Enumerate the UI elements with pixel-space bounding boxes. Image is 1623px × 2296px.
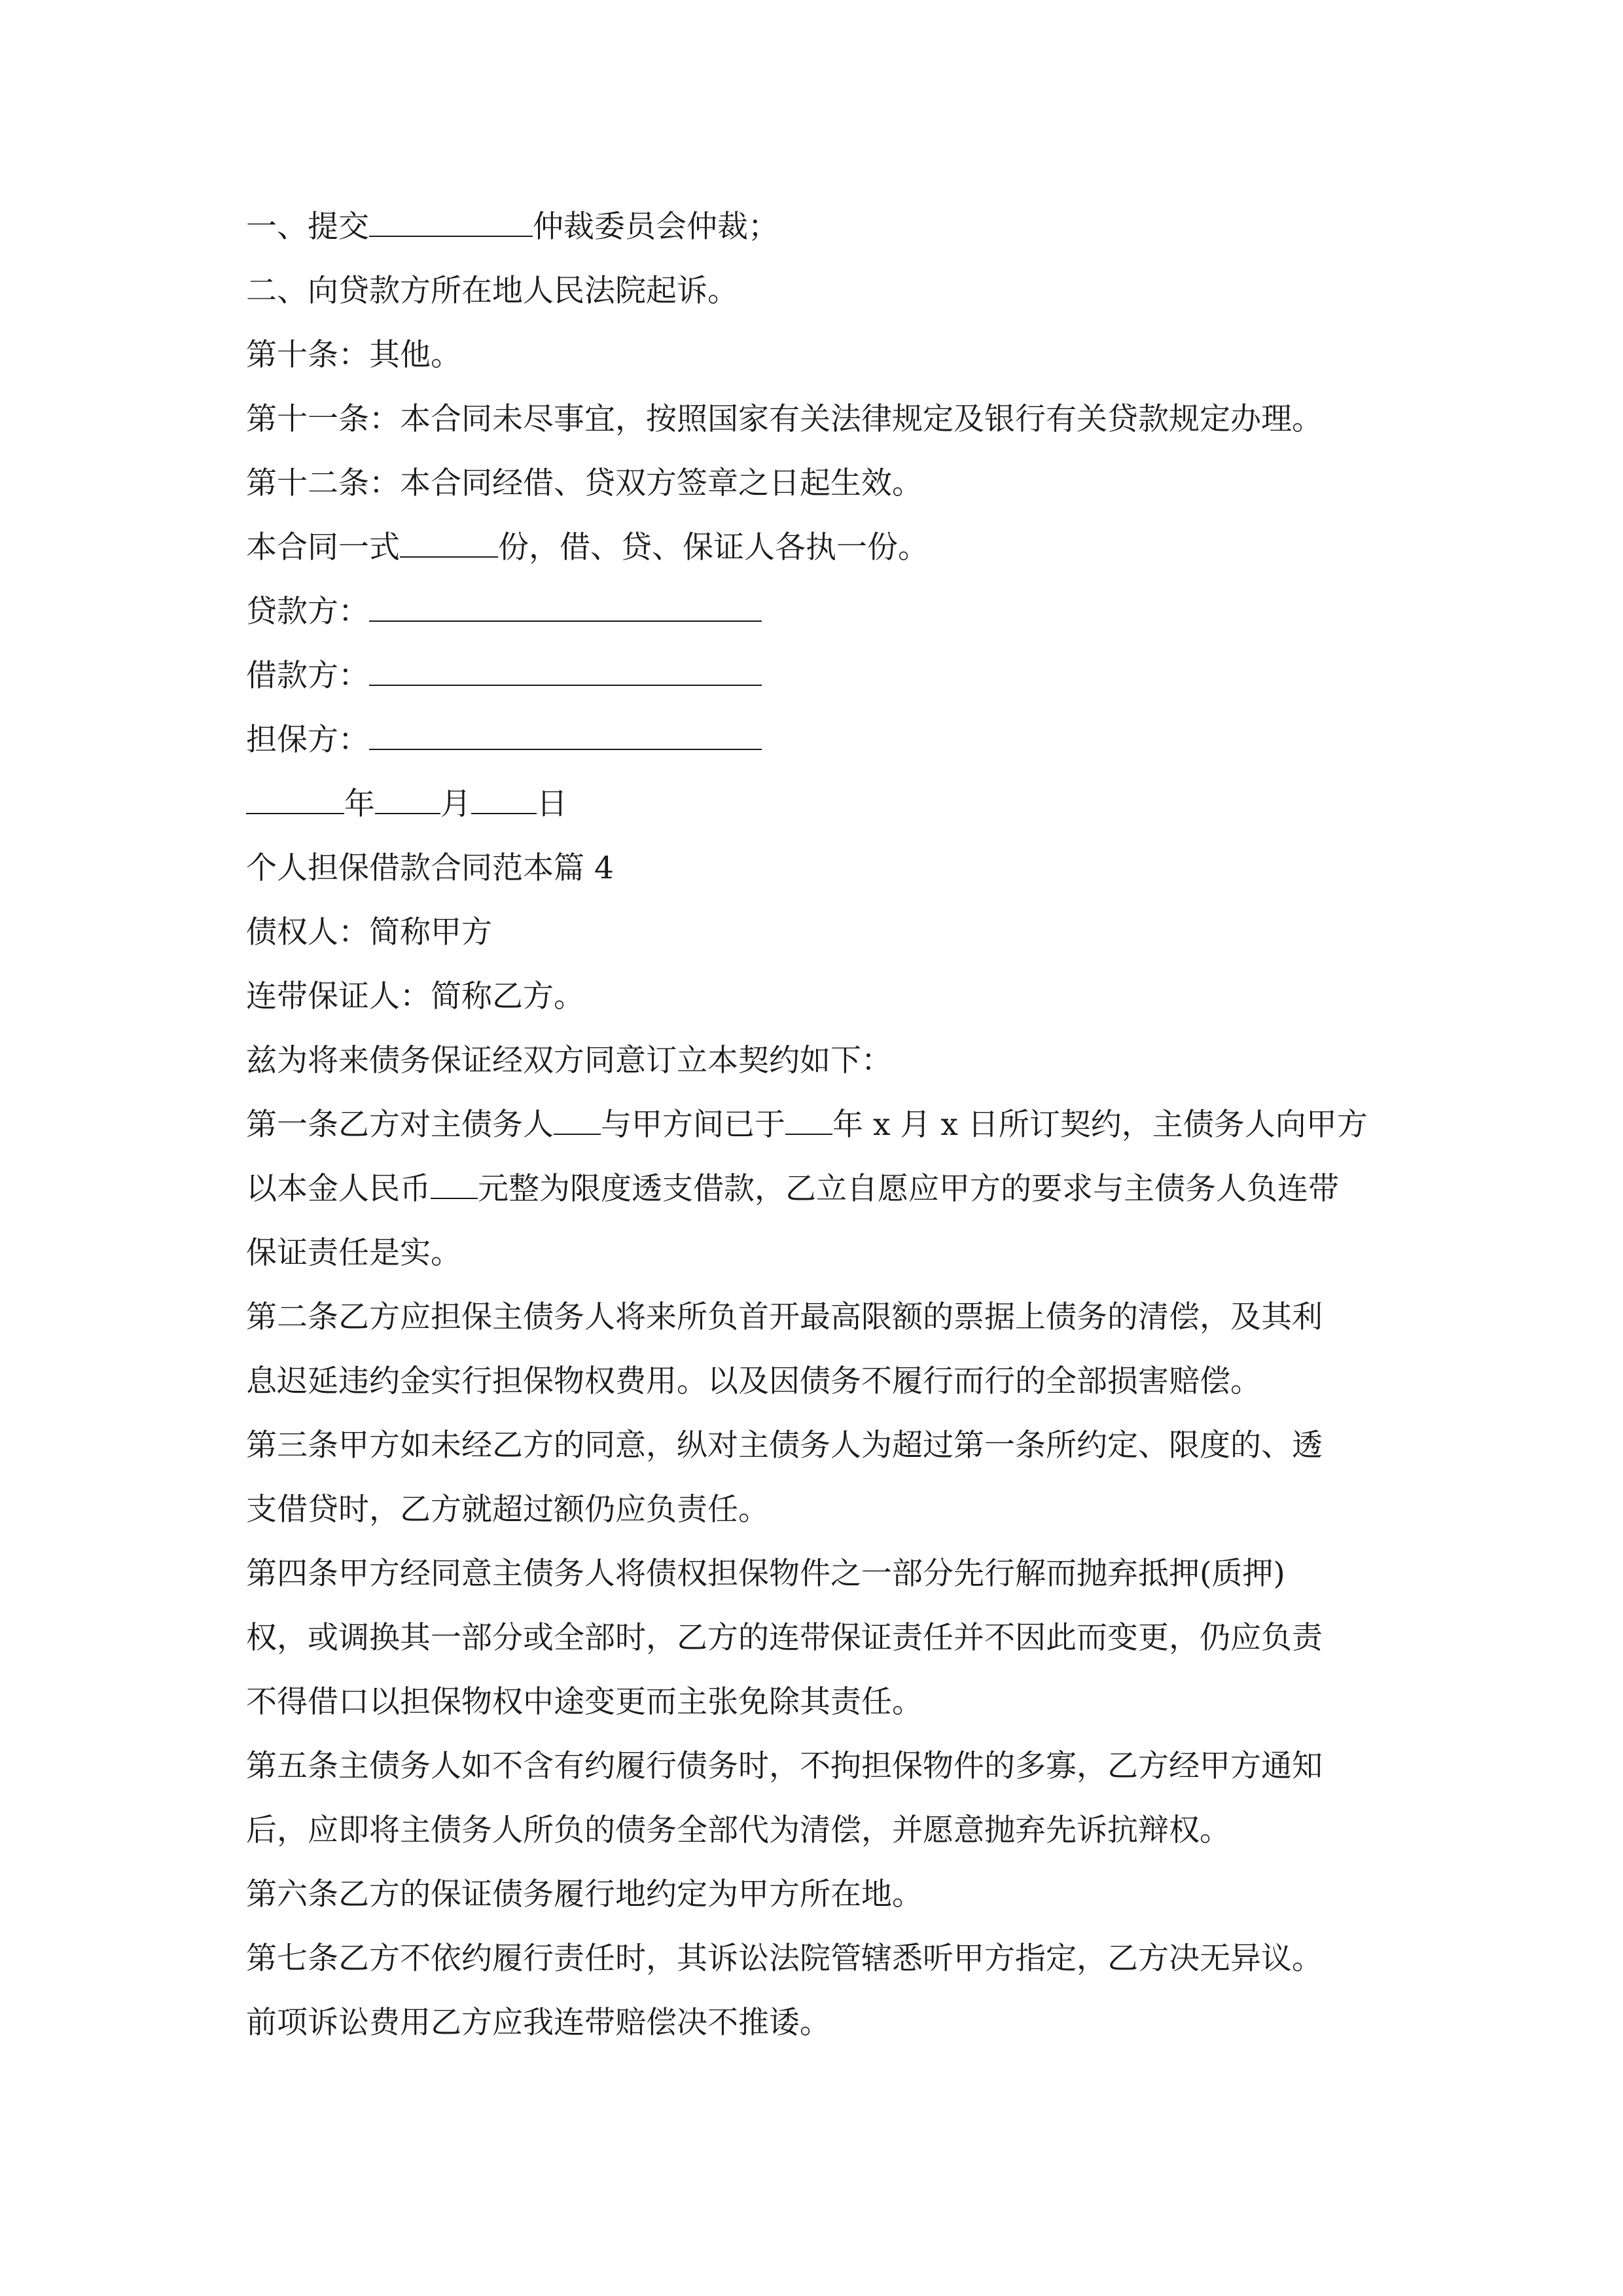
article-2-line-2: 息迟延违约金实行担保物权费用。以及因债务不履行而行的全部损害赔偿。: [246, 1363, 1261, 1399]
arbitration-clause: 一、提交 仲裁委员会仲裁；: [246, 209, 779, 245]
blank-arbitration-committee: [369, 209, 533, 237]
blank-amount: [431, 1172, 478, 1199]
copies-clause: 本合同一式 份，借、贷、保证人各执一份。: [246, 529, 929, 565]
section-title: 个人担保借款合同范本篇 4: [246, 850, 614, 886]
article-5-line-1: 第五条主债务人如不含有约履行债务时，不拘担保物件的多寡，乙方经甲方通知: [246, 1748, 1323, 1784]
article-1-line-3: 保证责任是实。: [246, 1235, 461, 1271]
article-7-line-1: 第七条乙方不依约履行责任时，其诉讼法院管辖悉听甲方指定，乙方决无异议。: [246, 1941, 1323, 1977]
article-1-line-2: 以本金人民币 元整为限度透支借款，乙立自愿应甲方的要求与主债务人负连带: [246, 1171, 1339, 1207]
blank-copies: [400, 530, 498, 558]
blank-month: [375, 787, 440, 814]
article-4-line-1: 第四条甲方经同意主债务人将债权担保物件之一部分先行解而抛弃抵押(质押): [246, 1556, 1285, 1592]
article-4-line-3: 不得借口以担保物权中途变更而主张免除其责任。: [246, 1684, 923, 1720]
signature-guarantor: 担保方：: [246, 708, 1398, 772]
article-6: 第六条乙方的保证债务履行地约定为甲方所在地。: [246, 1876, 923, 1912]
article-7-line-2: 前项诉讼费用乙方应我连带赔偿决不推诿。: [246, 2005, 830, 2041]
signature-borrower: 借款方：: [246, 644, 1398, 708]
intro-line: 兹为将来债务保证经双方同意订立本契约如下：: [246, 1043, 892, 1079]
document-page: [246, 195, 1398, 2055]
borrower-signature-line: [369, 658, 762, 686]
blank-debtor: [554, 1107, 601, 1135]
article-12: 第十二条：本合同经借、贷双方签章之日起生效。: [246, 465, 923, 501]
article-10: 第十条：其他。: [246, 337, 461, 373]
article-1-line-1: 第一条乙方对主债务人 与甲方间已于 年 x 月 x 日所订契约，主债务人向甲方: [246, 1107, 1368, 1143]
signature-lender: 贷款方：: [246, 580, 1398, 644]
article-11: 第十一条：本合同未尽事宜，按照国家有关法律规定及银行有关贷款规定办理。: [246, 401, 1323, 437]
article-4-line-2: 权，或调换其一部分或全部时，乙方的连带保证责任并不因此而变更，仍应负责: [246, 1620, 1323, 1656]
article-3-line-2: 支借贷时，乙方就超过额仍应负责任。: [246, 1492, 769, 1528]
date-line: 年 月 日: [246, 772, 1398, 836]
blank-year: [246, 787, 344, 814]
article-2-line-1: 第二条乙方应担保主债务人将来所负首开最高限额的票据上债务的清偿，及其利: [246, 1299, 1323, 1335]
guarantor-signature-line: [369, 723, 762, 750]
blank-year-2: [785, 1107, 832, 1135]
creditor-line: 债权人：简称甲方: [246, 914, 492, 950]
lawsuit-clause: 二、向贷款方所在地人民法院起诉。: [246, 273, 738, 309]
article-3-line-1: 第三条甲方如未经乙方的同意，纵对主债务人为超过第一条所约定、限度的、透: [246, 1427, 1323, 1463]
article-5-line-2: 后，应即将主债务人所负的债务全部代为清偿，并愿意抛弃先诉抗辩权。: [246, 1812, 1230, 1848]
lender-signature-line: [369, 594, 762, 622]
blank-day: [471, 787, 537, 814]
joint-guarantor-line: 连带保证人：简称乙方。: [246, 978, 584, 1014]
